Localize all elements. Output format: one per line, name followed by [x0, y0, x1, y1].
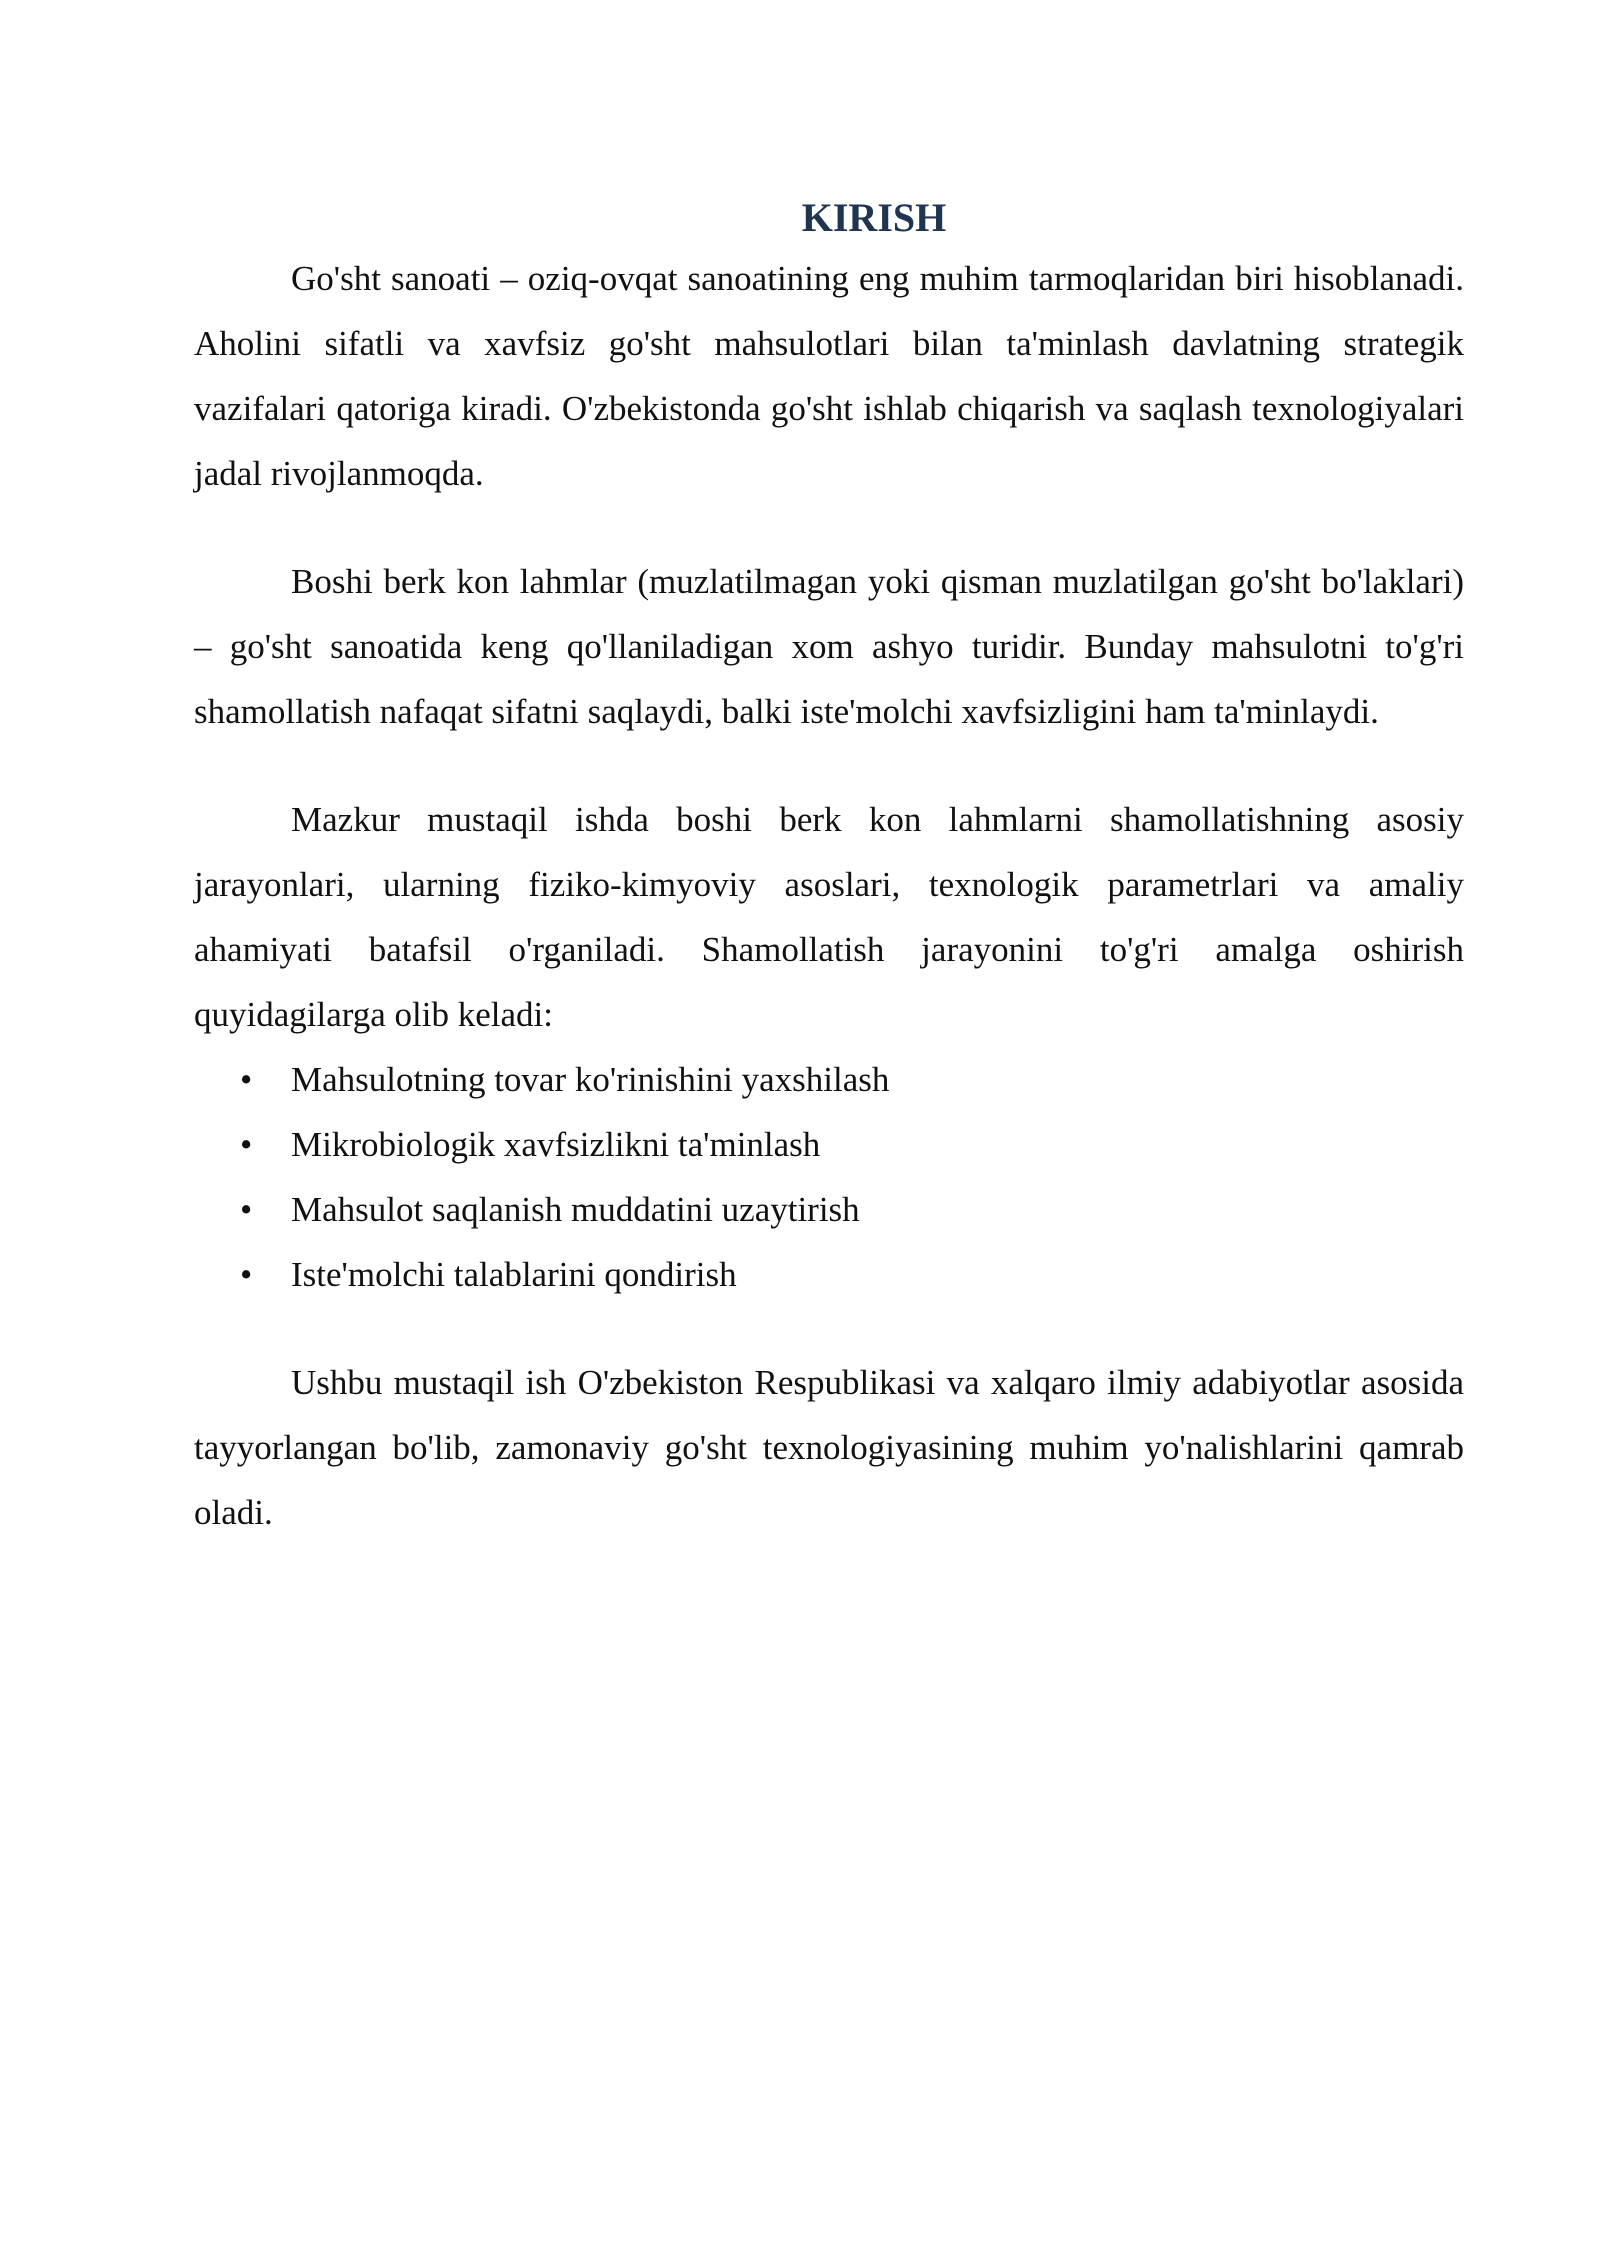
bullet-icon: • — [240, 1060, 253, 1099]
paragraph-conclusion: Ushbu mustaqil ish O'zbekiston Respublikasi va xalqaro ilmiy adabiyotlar asosida tayyorlangan bo'lib, zamonaviy go'sht texnologiyasining muhim yo'nalishlarini qamrab oladi. — [194, 1363, 1464, 1532]
list-item-text: Iste'molchi talablarini qondirish — [291, 1255, 737, 1294]
list-item — [194, 1177, 1464, 1242]
paragraph-scope: Mazkur mustaqil ishda boshi berk kon lahmlarni shamollatishning asosiy jarayonlari, ularning fiziko-kimyoviy asoslari, texnologik parametrlari va amaliy ahamiyati batafsil o'rganiladi. Shamollatish jarayonini to'g'ri amalga oshirish quyidagilarga olib keladi: — [194, 800, 1464, 1034]
bullet-icon: • — [240, 1125, 253, 1164]
bullet-icon: • — [240, 1190, 253, 1229]
paragraph-raw-material: Boshi berk kon lahmlar (muzlatilmagan yoki qisman muzlatilgan go'sht bo'laklari) – go'sht sanoatida keng qo'llaniladigan xom ashyo turidir. Bunday mahsulotni to'g'ri shamollatish nafaqat sifatni saqlaydi, balki iste'molchi xavfsizligini ham ta'minlaydi. — [194, 562, 1464, 731]
paragraph-intro: Go'sht sanoati – oziq-ovqat sanoatining eng muhim tarmoqlaridan biri hisoblanadi. Aholini sifatli va xavfsiz go'sht mahsulotlari bilan ta'minlash davlatning strategik vazifalari qatoriga kiradi. O'zbekistonda go'sht ishlab chiqarish va saqlash texnologiyalari jadal rivojlanmoqda. — [194, 259, 1464, 493]
list-item — [194, 1242, 1464, 1307]
list-item-text: Mahsulotning tovar ko'rinishini yaxshilash — [291, 1060, 890, 1099]
bullet-icon: • — [240, 1255, 253, 1294]
list-item — [194, 1112, 1464, 1177]
document-body — [194, 190, 1464, 1545]
list-item-text: Mahsulot saqlanish muddatini uzaytirish — [291, 1190, 860, 1229]
list-item-text: Mikrobiologik xavfsizlikni ta'minlash — [291, 1125, 821, 1164]
page-title: KIRISH — [801, 195, 947, 240]
list-item — [194, 1047, 1464, 1112]
benefits-list — [194, 1047, 1464, 1307]
